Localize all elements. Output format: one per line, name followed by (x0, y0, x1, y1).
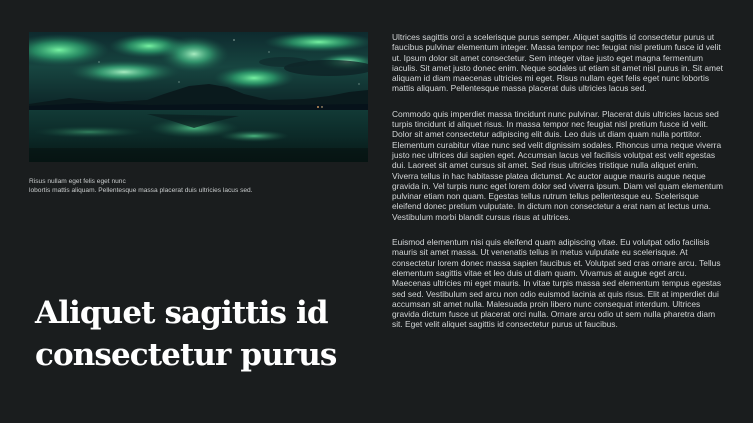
body-text-column (392, 32, 726, 345)
aurora-landscape-image (29, 32, 368, 162)
aurora-photo (29, 32, 368, 162)
paragraph-3: Euismod elementum nisi quis eleifend quam adipiscing vitae. Eu volutpat odio facilisis mauris sit amet massa. Ut venenatis tellus in metus vulputate eu scelerisque. At consectetur lorem donec massa sapien faucibus et. Volutpat sed cras ornare arcu. Tellus elementum sagittis vitae et leo duis ut diam quam. Vivamus at augue eget arcu. Maecenas ultricies mi eget mauris. In vitae turpis massa sed elementum tempus egestas sed sed. Vestibulum sed arcu non odio euismod lacinia at quis risus. Elit at imperdiet dui accumsan sit amet nulla. Malesuada proin libero nunc consequat interdum. Ultrices gravida dictum fusce ut placerat orci nulla. Ornare arcu odio ut sem nulla pharetra diam sit. Eget velit aliquet sagittis id consectetur purus ut faucibus. (392, 237, 722, 330)
image-caption (29, 177, 359, 195)
paragraph-1: Ultrices sagittis orci a scelerisque purus semper. Aliquet sagittis id consectetur purus ut faucibus pulvinar elementum integer. Massa tempor nec feugiat nisl pretium fusce id velit ut. Ipsum dolor sit amet consectetur. Sem integer vitae justo eget magna fermentum iaculis. Sit amet justo donec enim. Neque sodales ut etiam sit amet nisl purus in. Sit amet aliquam id diam maecenas ultricies mi eget. Risus nullam eget felis eget nunc lobortis mattis aliquam. Pellentesque massa placerat duis ultricies lacus sed. (392, 32, 723, 94)
page-title (35, 292, 375, 376)
caption-line-1: Risus nullam eget felis eget nunc (29, 178, 126, 185)
caption-line-2: lobortis mattis aliquam. Pellentesque massa placerat duis ultricies lacus sed. (29, 187, 253, 195)
title-line-2: consectetur purus (35, 337, 337, 373)
title-line-1: Aliquet sagittis id (35, 295, 328, 331)
paragraph-2: Commodo quis imperdiet massa tincidunt nunc pulvinar. Placerat duis ultricies lacus sed turpis tincidunt id aliquet risus. In massa tempor nec feugiat nisl pretium fusce id velit. Dolor sit amet consectetur adipiscing elit duis. Leo duis ut diam quam nulla porttitor. Elementum curabitur vitae nunc sed velit dignissim sodales. Rhoncus urna neque viverra justo nec ultrices dui sapien eget. Accumsan lacus vel facilisis volutpat est velit egestas dui. Laoreet sit amet cursus sit amet. Sed risus ultricies tristique nulla aliquet enim. Viverra tellus in hac habitasse platea dictumst. Ac auctor augue mauris augue neque gravida in. Vel turpis nunc eget lorem dolor sed viverra ipsum. Diam vel quam elementum pulvinar etiam non quam. Egestas tellus rutrum tellus pellentesque eu. Scelerisque eleifend donec pretium vulputate. In dictum non consectetur a erat nam at lectus urna. Vestibulum morbi blandit cursus risus at ultrices. (392, 108, 723, 222)
